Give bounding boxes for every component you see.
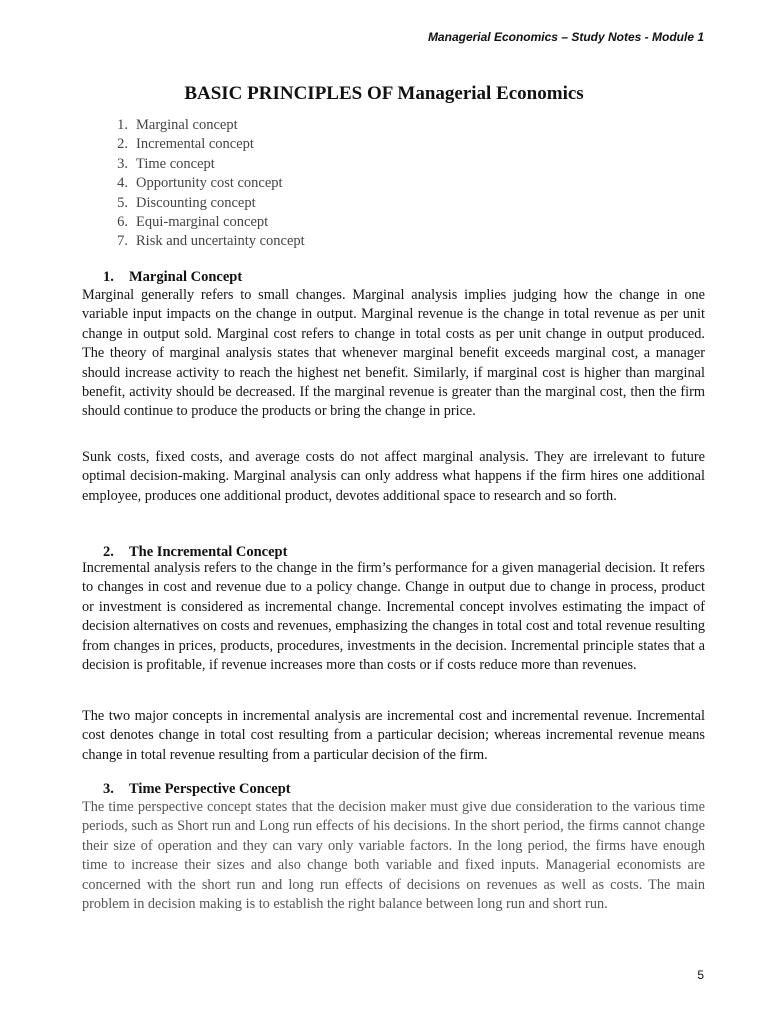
section-heading-time-perspective: 3. Time Perspective Concept <box>103 781 291 797</box>
paragraph: Sunk costs, fixed costs, and average costs do not affect marginal analysis. They are irrelevant to future optimal decision-making. Marginal analysis can only address what happens if the firm hires one additional employee, produces one additional product, devotes additional space to research and so forth. <box>82 449 705 504</box>
section-heading-incremental: 2. The Incremental Concept <box>103 544 288 560</box>
running-header: Managerial Economics – Study Notes - Module 1 <box>427 30 704 44</box>
list-item: 5. Discounting concept <box>117 194 256 211</box>
list-item: 2. Incremental concept <box>117 136 254 153</box>
paragraph: Incremental analysis refers to the change in the firm’s performance for a given managerial decision. It refers to changes in cost and revenue due to a policy change. Change in output due to change in process, product or investment is considered as incremental change. Incremental concept involves estimating the impact of decision alternatives on costs and revenues, emphasizing the changes in total cost and total revenue resulting from changes in prices, products, procedures, investments in the decision. Incremental principle states that a decision is profitable, if revenue increases more than costs or if costs reduce more than revenues. <box>82 560 705 674</box>
paragraph: Marginal generally refers to small changes. Marginal analysis implies judging how the change in one variable input impacts on the change in output. Marginal revenue is the change in total revenue as per unit change in output sold. Marginal cost refers to change in total costs as per unit change in output produced. The theory of marginal analysis states that whenever marginal benefit exceeds marginal cost, a manager should increase activity to reach the highest net benefit. Similarly, if marginal cost is higher than marginal benefit, activity should be decreased. If the marginal revenue is greater than the marginal cost, then the firm should continue to produce the products or bring the change in price. <box>82 287 705 420</box>
page-title: BASIC PRINCIPLES OF Managerial Economics <box>184 83 584 104</box>
section-heading-marginal: 1. Marginal Concept <box>103 269 243 285</box>
list-item: 4. Opportunity cost concept <box>117 175 283 192</box>
list-item: 6. Equi-marginal concept <box>117 213 269 230</box>
list-item: 7. Risk and uncertainty concept <box>117 233 305 250</box>
list-item: 1. Marginal concept <box>117 117 238 133</box>
paragraph: The time perspective concept states that the decision maker must give due consideration to the various time periods, such as Short run and Long run effects of his decisions. In the short period, the firms cannot change their size of operation and they can vary only variable factors. In the long period, the firms have enough time to increase their sizes and also change both variable and fixed inputs. Managerial economists are concerned with the short run and long run effects of decisions on revenues as well as costs. The main problem in decision making is to establish the right balance between long run and short run. <box>82 799 705 913</box>
page-number: 5 <box>697 968 704 982</box>
principles-list <box>100 116 305 252</box>
list-item: 3. Time concept <box>117 155 215 172</box>
paragraph: The two major concepts in incremental analysis are incremental cost and incremental revenue. Incremental cost denotes change in total cost resulting from a particular decision; whereas incremental revenue means change in total revenue resulting from a particular decision of the firm. <box>82 708 705 763</box>
